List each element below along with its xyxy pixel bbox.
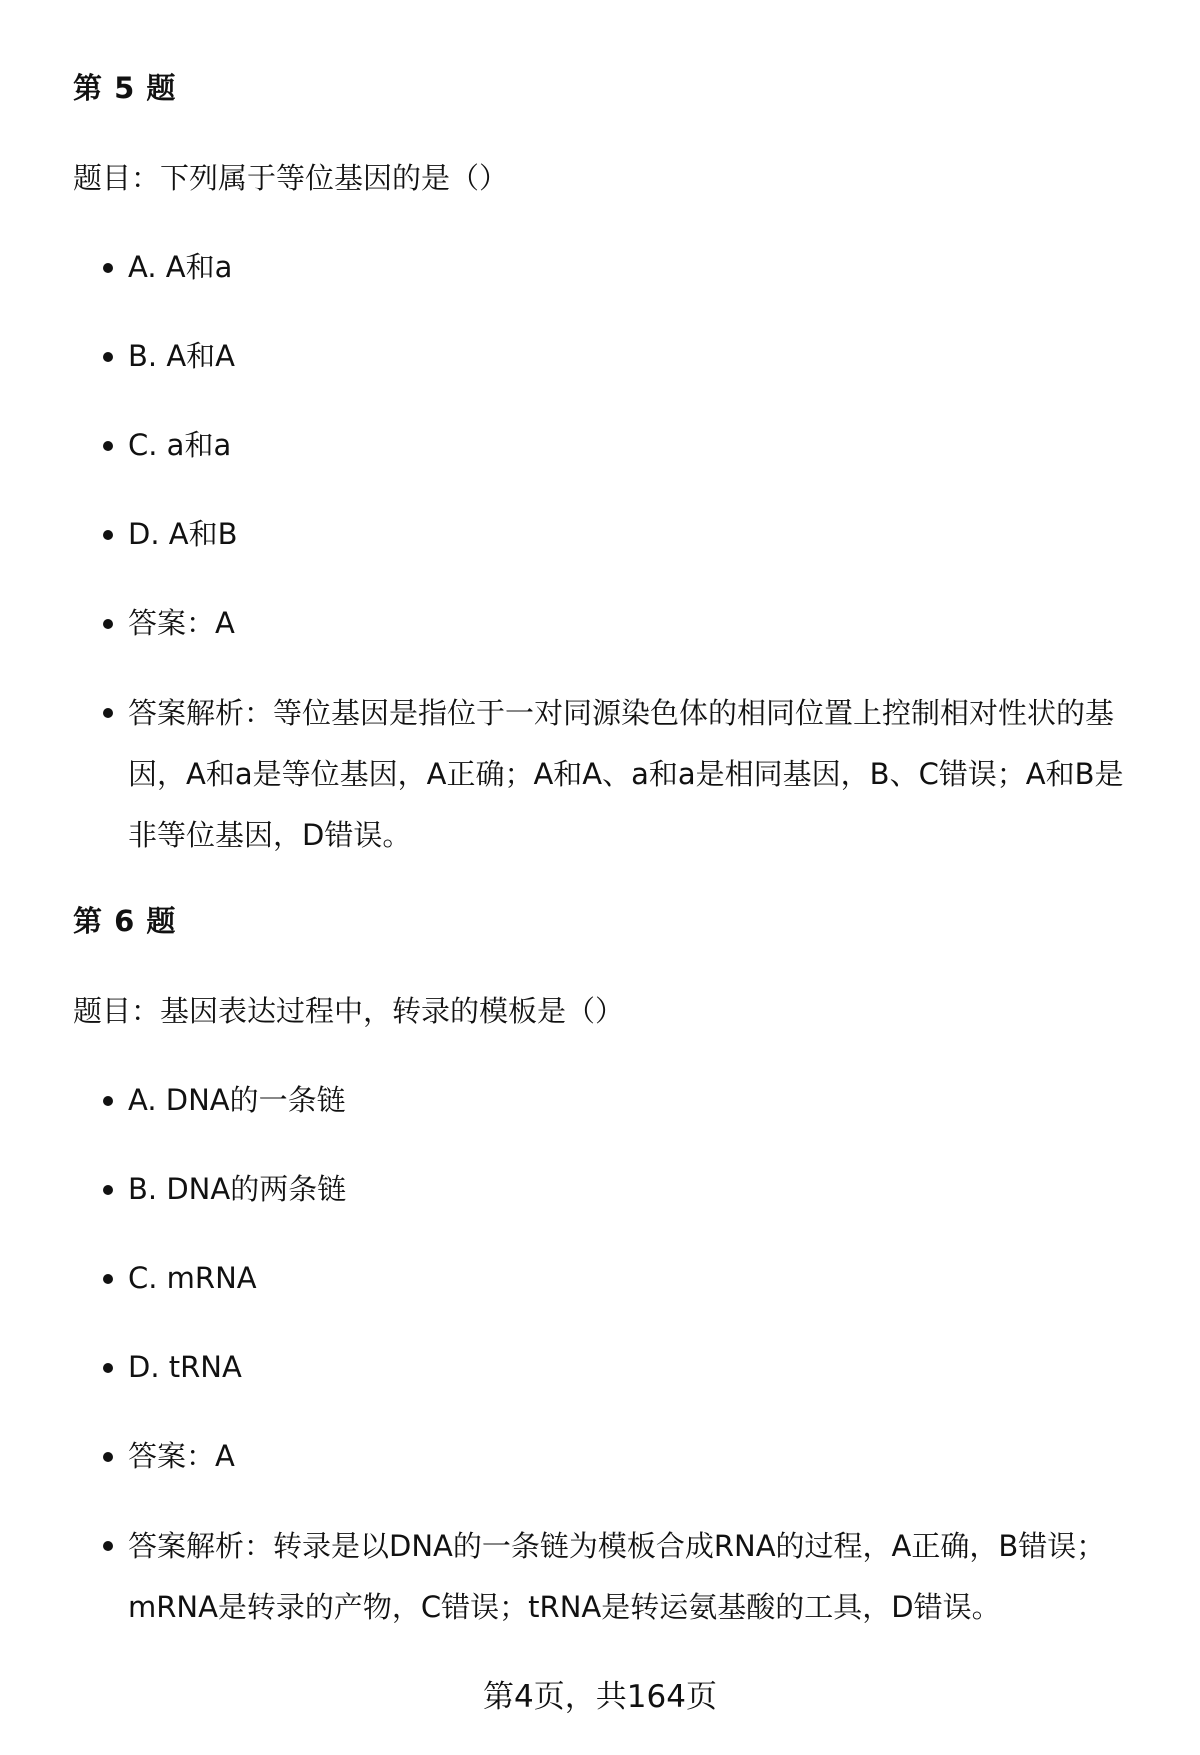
- bullet-icon: [103, 1096, 113, 1106]
- option-b: [128, 336, 1148, 376]
- bullet-icon: [103, 530, 113, 540]
- option-a: [128, 1080, 1148, 1120]
- option-c: [128, 1258, 1148, 1298]
- bullet-icon: [103, 1452, 113, 1462]
- bullet-icon: [103, 708, 113, 718]
- question-heading: 第 5 题: [73, 71, 177, 105]
- option-text: B. DNA的两条链: [128, 1172, 347, 1206]
- option-text: C. a和a: [128, 428, 232, 462]
- option-text: B. A和A: [128, 339, 236, 373]
- answer-text: 答案：A: [128, 606, 235, 640]
- option-d: [128, 514, 1148, 554]
- option-c: [128, 425, 1148, 465]
- page-number: 第4页，共164页: [483, 1679, 717, 1715]
- analysis-text: 答案解析：转录是以DNA的一条链为模板合成RNA的过程，A正确，B错误；mRNA是转录的产物，C错误；tRNA是转运氨基酸的工具，D错误。: [128, 1529, 1106, 1624]
- bullet-icon: [103, 1185, 113, 1195]
- bullet-icon: [103, 1363, 113, 1373]
- bullet-icon: [103, 441, 113, 451]
- bullet-icon: [103, 1541, 113, 1551]
- bullet-icon: [103, 352, 113, 362]
- answer-line: [128, 603, 1148, 643]
- analysis-line: [128, 683, 1148, 866]
- question-heading: 第 6 题: [73, 904, 177, 938]
- option-text: C. mRNA: [128, 1261, 257, 1295]
- bullet-icon: [103, 263, 113, 273]
- analysis-text: 答案解析：等位基因是指位于一对同源染色体的相同位置上控制相对性状的基因，A和a是等位基因，A正确；A和A、a和a是相同基因，B、C错误；A和B是非等位基因，D错误。: [128, 696, 1124, 852]
- bullet-icon: [103, 1274, 113, 1284]
- analysis-line: [128, 1516, 1148, 1638]
- option-text: A. A和a: [128, 250, 233, 284]
- question-stem: 题目：基因表达过程中，转录的模板是（）: [73, 994, 625, 1028]
- question-stem: 题目：下列属于等位基因的是（）: [73, 161, 509, 195]
- option-a: [128, 247, 1148, 287]
- bullet-icon: [103, 619, 113, 629]
- answer-line: [128, 1436, 1148, 1476]
- option-text: D. A和B: [128, 517, 238, 551]
- option-text: A. DNA的一条链: [128, 1083, 346, 1117]
- option-b: [128, 1169, 1148, 1209]
- option-text: D. tRNA: [128, 1350, 242, 1384]
- answer-text: 答案：A: [128, 1439, 235, 1473]
- option-d: [128, 1347, 1148, 1387]
